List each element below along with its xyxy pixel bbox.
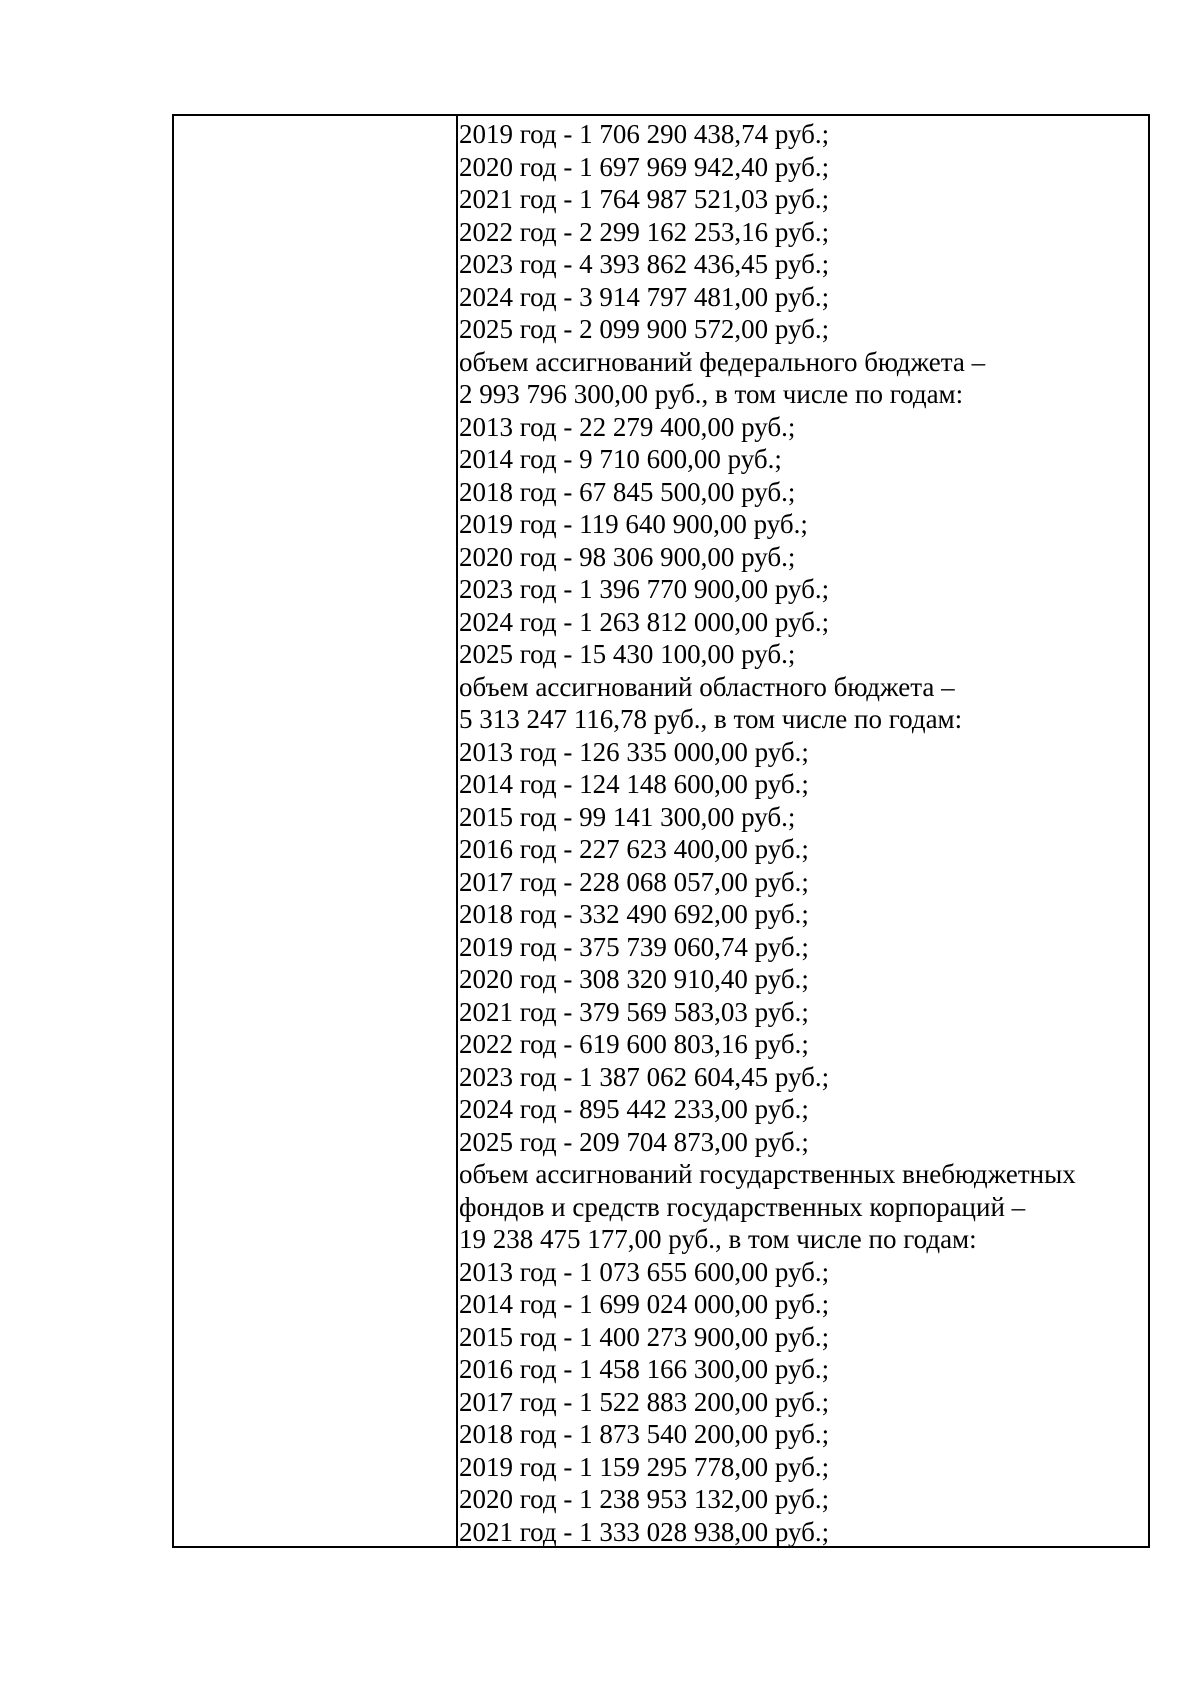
text-line: 2019 год - 375 739 060,74 руб.; [459, 931, 809, 962]
text-line: 2014 год - 1 699 024 000,00 руб.; [459, 1289, 830, 1319]
section-heading-line: фондов и средств государственных корпораций – [459, 1191, 1026, 1222]
text-line: 2024 год - 3 914 797 481,00 руб.; [459, 281, 830, 312]
text-line: 2016 год - 1 458 166 300,00 руб.; [459, 1354, 830, 1384]
text-line: 2025 год - 209 704 873,00 руб.; [459, 1126, 809, 1157]
text-line: 2019 год - 1 706 290 438,74 руб.; [459, 119, 830, 149]
text-line: 2020 год - 98 306 900,00 руб.; [459, 541, 796, 572]
section-total-line: 19 238 475 177,00 руб., в том числе по годам: [459, 1224, 977, 1254]
text-line: 2014 год - 9 710 600,00 руб.; [459, 444, 782, 474]
text-line: 2020 год - 1 238 953 132,00 руб.; [459, 1484, 830, 1514]
text-line: 2018 год - 1 873 540 200,00 руб.; [459, 1419, 830, 1449]
text-line: 2017 год - 228 068 057,00 руб.; [459, 866, 809, 897]
text-line: 2022 год - 2 299 162 253,16 руб.; [459, 216, 830, 247]
text-line: 2016 год - 227 623 400,00 руб.; [459, 834, 809, 864]
text-line: 2019 год - 119 640 900,00 руб.; [459, 509, 808, 539]
section-heading-line: объем ассигнований федерального бюджета – [459, 346, 986, 377]
table-right-cell [458, 116, 1148, 1546]
section-total-line: 5 313 247 116,78 руб., в том числе по годам: [459, 704, 963, 734]
text-line: 2021 год - 379 569 583,03 руб.; [459, 996, 809, 1027]
section-total-line: 2 993 796 300,00 руб., в том числе по годам: [459, 379, 964, 409]
text-line: 2023 год - 4 393 862 436,45 руб.; [459, 249, 830, 279]
text-line: 2024 год - 1 263 812 000,00 руб.; [459, 606, 830, 637]
text-line: 2013 год - 1 073 655 600,00 руб.; [459, 1256, 830, 1287]
text-line: 2017 год - 1 522 883 200,00 руб.; [459, 1386, 830, 1417]
text-line: 2025 год - 2 099 900 572,00 руб.; [459, 314, 830, 344]
text-line: 2023 год - 1 396 770 900,00 руб.; [459, 574, 830, 604]
table-left-cell [174, 116, 458, 1546]
text-line: 2025 год - 15 430 100,00 руб.; [459, 639, 796, 669]
text-line: 2014 год - 124 148 600,00 руб.; [459, 769, 809, 799]
text-line: 2023 год - 1 387 062 604,45 руб.; [459, 1061, 830, 1092]
section-heading-line: объем ассигнований государственных внебюджетных [459, 1159, 1076, 1189]
text-line: 2013 год - 22 279 400,00 руб.; [459, 411, 796, 442]
text-line: 2021 год - 1 333 028 938,00 руб.; [459, 1516, 830, 1547]
text-line: 2019 год - 1 159 295 778,00 руб.; [459, 1451, 830, 1482]
text-line: 2018 год - 332 490 692,00 руб.; [459, 899, 809, 929]
funding-table [172, 114, 1150, 1548]
text-line: 2020 год - 1 697 969 942,40 руб.; [459, 151, 830, 182]
text-line: 2024 год - 895 442 233,00 руб.; [459, 1094, 809, 1124]
section-heading-line: объем ассигнований областного бюджета – [459, 671, 955, 702]
text-line: 2022 год - 619 600 803,16 руб.; [459, 1029, 809, 1059]
text-line: 2015 год - 1 400 273 900,00 руб.; [459, 1321, 830, 1352]
text-line: 2018 год - 67 845 500,00 руб.; [459, 476, 796, 507]
text-line: 2021 год - 1 764 987 521,03 руб.; [459, 184, 830, 214]
text-line: 2015 год - 99 141 300,00 руб.; [459, 801, 796, 832]
text-line: 2020 год - 308 320 910,40 руб.; [459, 964, 809, 994]
text-line: 2013 год - 126 335 000,00 руб.; [459, 736, 809, 767]
